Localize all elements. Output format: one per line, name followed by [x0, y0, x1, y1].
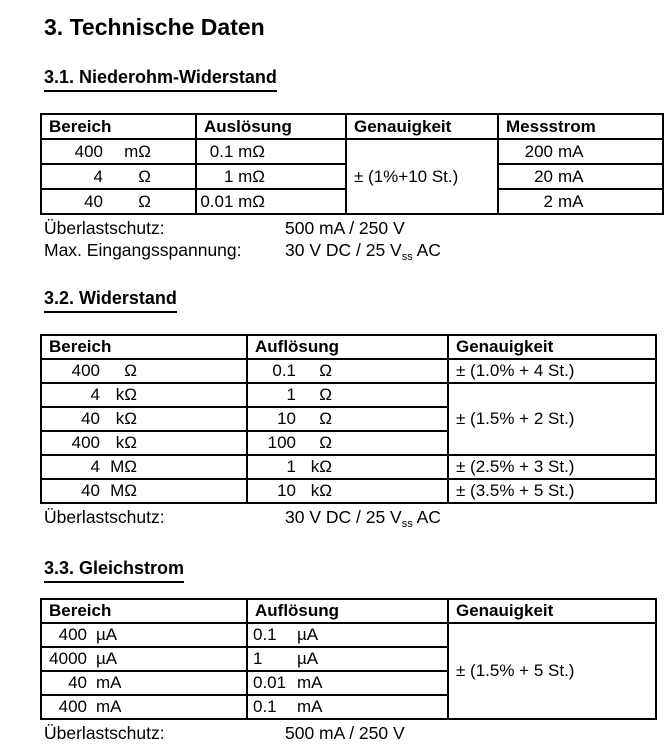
note-value-subscript: ss: [402, 251, 413, 263]
table-cell: [41, 189, 196, 214]
table-cell: [247, 671, 448, 695]
note-row: [44, 723, 638, 744]
note-value: [285, 723, 405, 743]
cell-number: 10: [253, 481, 296, 501]
cell-number: 40: [47, 673, 87, 693]
cell-unit: kΩ: [102, 409, 137, 429]
cell-number: 2: [503, 192, 553, 212]
cell-unit: Ω: [296, 433, 332, 453]
table-cell: [498, 139, 663, 164]
note-value: [285, 507, 441, 527]
cell-unit: mΩ: [106, 142, 151, 162]
cell-number: 200: [503, 142, 553, 162]
table-cell: [247, 431, 448, 455]
cell-unit: Ω: [296, 409, 332, 429]
cell-number: 40: [47, 192, 103, 212]
section-heading: [44, 288, 638, 313]
cell-number: 10: [253, 409, 296, 429]
section-heading-text: 3.3. Gleichstrom: [44, 558, 184, 583]
table-cell: [448, 383, 656, 455]
table-notes: [44, 723, 638, 744]
table-cell: [247, 455, 448, 479]
table-cell: [41, 647, 247, 671]
data-table: [40, 598, 657, 720]
table-cell: [41, 671, 247, 695]
table-cell: [41, 623, 247, 647]
table-cell: [498, 164, 663, 189]
column-header: Messstrom: [498, 114, 663, 139]
column-header: Auflösung: [247, 335, 448, 359]
cell-number: 4: [47, 457, 100, 477]
cell-unit: µA: [297, 649, 318, 669]
table-row: [41, 359, 656, 383]
table-cell: [41, 139, 196, 164]
note-value-subscript: ss: [402, 518, 413, 530]
cell-text: ± (1%+10 St.): [354, 167, 458, 186]
table-cell: [41, 479, 247, 503]
table-cell: [247, 623, 448, 647]
cell-unit: µA: [96, 625, 117, 645]
cell-number: 20: [503, 167, 553, 187]
cell-number: 1: [253, 457, 296, 477]
cell-text: ± (1.5% + 5 St.): [456, 661, 574, 680]
cell-unit: Ω: [102, 361, 137, 381]
table-cell: [247, 407, 448, 431]
note-value-text: 30 V DC / 25 V: [285, 240, 402, 260]
sections: [40, 67, 638, 744]
cell-number: 0.01: [253, 673, 297, 693]
cell-text: ± (1.0% + 4 St.): [456, 361, 574, 380]
column-header: Bereich: [41, 114, 196, 139]
note-row: [44, 240, 638, 269]
table-cell: [247, 359, 448, 383]
table-cell: [448, 623, 656, 719]
column-header: Bereich: [41, 599, 247, 623]
table-cell: [247, 695, 448, 719]
section-heading-text: 3.2. Widerstand: [44, 288, 177, 313]
cell-text: ± (3.5% + 5 St.): [456, 481, 574, 500]
note-value-text: 500 mA / 250 V: [285, 723, 405, 743]
cell-unit: Ω: [106, 192, 151, 212]
note-value-text: AC: [413, 507, 441, 527]
section-heading: [44, 67, 638, 92]
table-row: [41, 383, 656, 407]
table-cell: [448, 455, 656, 479]
table-row: [41, 479, 656, 503]
cell-number: 0.1: [253, 625, 297, 645]
table-cell: [41, 359, 247, 383]
cell-unit: µA: [96, 649, 117, 669]
note-value: [285, 240, 441, 260]
cell-unit: mA: [96, 697, 122, 717]
cell-text: ± (1.5% + 2 St.): [456, 409, 574, 428]
table-cell: [41, 695, 247, 719]
table-cell: [247, 479, 448, 503]
section: [40, 288, 638, 536]
cell-number: 400: [47, 625, 87, 645]
cell-unit: kΩ: [102, 433, 137, 453]
note-label: Überlastschutz:: [44, 723, 285, 744]
table-cell: [196, 189, 346, 214]
column-header: Auflösung: [247, 599, 448, 623]
table-cell: [448, 359, 656, 383]
cell-number: 1: [253, 649, 297, 669]
cell-unit: mA: [558, 167, 584, 187]
table-cell: [41, 164, 196, 189]
note-value-text: 30 V DC / 25 V: [285, 507, 402, 527]
cell-unit: Ω: [296, 361, 332, 381]
section: [40, 558, 638, 744]
cell-number: 400: [47, 697, 87, 717]
note-label: Max. Eingangsspannung:: [44, 240, 285, 262]
cell-unit: mA: [297, 697, 323, 717]
cell-unit: kΩ: [296, 457, 332, 477]
column-header: Genauigkeit: [448, 599, 656, 623]
cell-unit: µA: [297, 625, 318, 645]
table-row: [41, 623, 656, 647]
table-header-row: [41, 599, 656, 623]
cell-number: 400: [47, 433, 100, 453]
note-value-text: AC: [413, 240, 441, 260]
note-value: [285, 218, 405, 238]
cell-unit: kΩ: [102, 385, 137, 405]
table-notes: [44, 507, 638, 536]
column-header: Bereich: [41, 335, 247, 359]
table-cell: [196, 139, 346, 164]
table-cell: [498, 189, 663, 214]
cell-number: 1: [253, 385, 296, 405]
cell-unit: Ω: [296, 385, 332, 405]
note-value-text: 500 mA / 250 V: [285, 218, 405, 238]
note-row: [44, 218, 638, 240]
section-heading: [44, 558, 638, 583]
cell-number: 0.1: [253, 361, 296, 381]
cell-text: 1 mΩ: [224, 167, 265, 186]
table-cell: [247, 647, 448, 671]
section: [40, 67, 638, 268]
cell-number: 40: [47, 481, 100, 501]
cell-unit: Ω: [106, 167, 151, 187]
note-label: Überlastschutz:: [44, 218, 285, 240]
cell-number: 40: [47, 409, 100, 429]
cell-number: 0.1: [253, 697, 297, 717]
cell-unit: mA: [96, 673, 122, 693]
note-label: Überlastschutz:: [44, 507, 285, 529]
column-header: Genauigkeit: [346, 114, 498, 139]
cell-text: 0.01 mΩ: [200, 192, 265, 211]
cell-unit: mA: [297, 673, 323, 693]
table-cell: [41, 455, 247, 479]
cell-text: 0.1 mΩ: [210, 142, 265, 161]
table-cell: [346, 139, 498, 214]
cell-number: 4: [47, 385, 100, 405]
table-row: [41, 139, 663, 164]
page-title: 3. Technische Daten: [44, 14, 638, 41]
cell-unit: MΩ: [102, 457, 137, 477]
cell-unit: MΩ: [102, 481, 137, 501]
table-cell: [196, 164, 346, 189]
cell-unit: mA: [558, 192, 584, 212]
table-notes: [44, 218, 638, 268]
data-table: [40, 334, 657, 504]
table-header-row: [41, 335, 656, 359]
section-heading-text: 3.1. Niederohm-Widerstand: [44, 67, 277, 92]
cell-unit: kΩ: [296, 481, 332, 501]
cell-number: 4000: [47, 649, 87, 669]
table-cell: [448, 479, 656, 503]
table-header-row: [41, 114, 663, 139]
table-cell: [41, 383, 247, 407]
cell-number: 400: [47, 142, 103, 162]
cell-number: 400: [47, 361, 100, 381]
table-row: [41, 455, 656, 479]
table-cell: [41, 431, 247, 455]
column-header: Genauigkeit: [448, 335, 656, 359]
note-row: [44, 507, 638, 536]
cell-text: ± (2.5% + 3 St.): [456, 457, 574, 476]
table-cell: [247, 383, 448, 407]
column-header: Auslösung: [196, 114, 346, 139]
table-cell: [41, 407, 247, 431]
cell-number: 4: [47, 167, 103, 187]
cell-number: 100: [253, 433, 296, 453]
data-table: [40, 113, 664, 215]
cell-unit: mA: [558, 142, 584, 162]
